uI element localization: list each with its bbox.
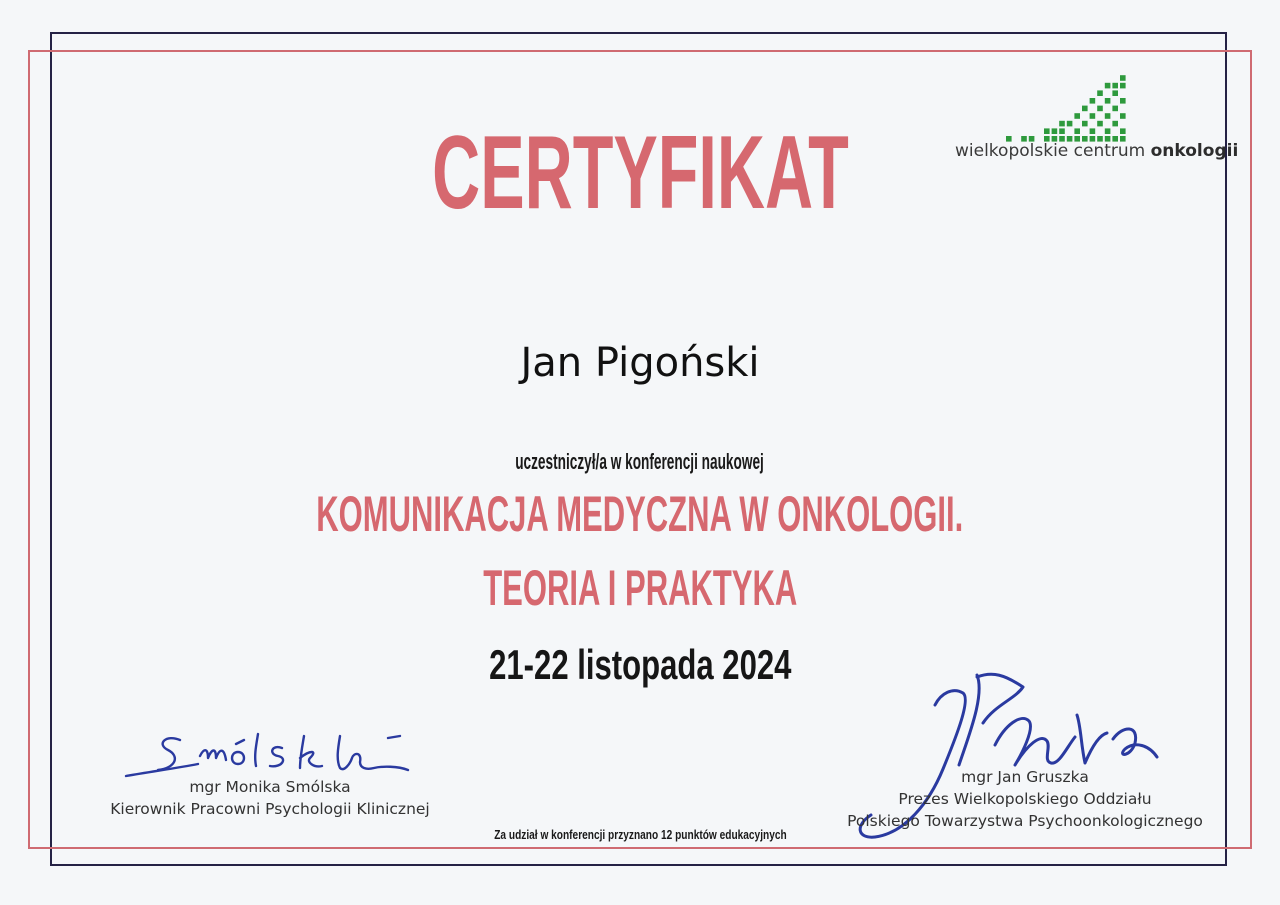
- logo-text-bold: onkologii: [1150, 141, 1239, 161]
- logo-grid-dot: [1082, 106, 1088, 112]
- recipient-name: Jan Pigoński: [520, 340, 760, 386]
- logo-grid-dot: [1105, 98, 1111, 104]
- certificate-title-text: CERTYFIKAT: [431, 115, 849, 231]
- conference-date-text: 21-22 listopada 2024: [488, 641, 792, 688]
- logo-grid-dot: [1097, 90, 1103, 96]
- signatory-right-role-line1: Prezes Wielkopolskiego Oddziału: [898, 790, 1152, 808]
- signatory-right-name: mgr Jan Gruszka: [961, 768, 1089, 786]
- participation-text-label: uczestniczył/a w konferencji naukowej: [515, 449, 765, 474]
- logo-grid-dot: [1112, 83, 1118, 89]
- points-note-text: Za udział w konferencji przyznano 12 punktów edukacyjnych: [493, 827, 787, 842]
- signatory-left: [80, 776, 460, 820]
- logo-grid-dot: [1120, 98, 1126, 104]
- certificate-title: [0, 115, 1280, 231]
- logo-grid-dot: [1112, 90, 1118, 96]
- signatory-left-name: mgr Monika Smólska: [189, 778, 351, 796]
- points-note: [0, 826, 1280, 844]
- logo-grid-dot: [1120, 75, 1126, 81]
- participation-text: [0, 448, 1280, 476]
- conference-title-line2: [0, 560, 1280, 616]
- logo-grid-dot: [1105, 83, 1111, 89]
- signatory-right: [820, 766, 1230, 832]
- logo-grid-dot: [1120, 83, 1126, 89]
- logo-grid-dot: [1112, 106, 1118, 112]
- conference-title-line2-text: TEORIA I PRAKTYKA: [482, 560, 798, 616]
- conference-title-line1: [0, 486, 1280, 542]
- signatory-right-role-line2: Polskiego Towarzystwa Psychoonkologicznego: [847, 812, 1203, 830]
- logo-grid-dot: [1097, 106, 1103, 112]
- logo-text-regular: wielkopolskie centrum: [955, 141, 1151, 161]
- signatory-left-role: Kierownik Pracowni Psychologii Klinicznej: [110, 800, 430, 818]
- logo-grid-dot: [1090, 98, 1096, 104]
- conference-title-line1-text: KOMUNIKACJA MEDYCZNA W ONKOLOGII.: [316, 486, 964, 542]
